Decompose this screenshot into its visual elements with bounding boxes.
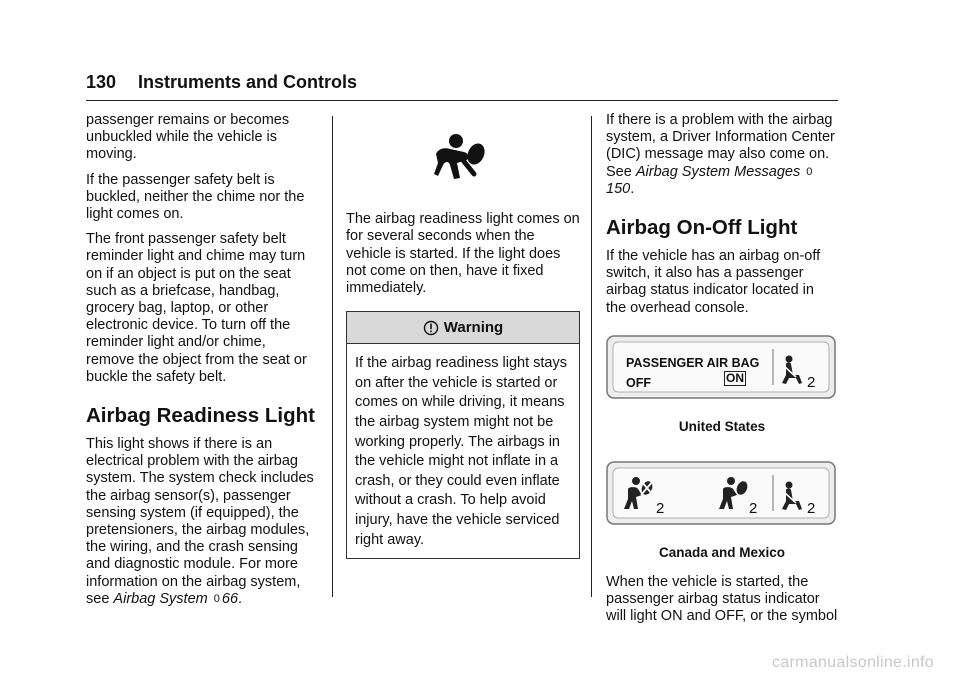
section-heading: Airbag Readiness Light <box>86 404 315 428</box>
paragraph-text: If there is a problem with the airbag system, a Driver Information Center (DIC) message may also come on. See <box>606 112 835 180</box>
off-label: OFF <box>626 376 651 391</box>
column-1 <box>86 112 318 616</box>
paragraph <box>86 436 318 608</box>
column-divider <box>332 116 333 597</box>
canada-mexico-status-indicator-panel <box>606 461 838 530</box>
paragraph: The front passenger safety belt reminder light and chime may turn on if an object is put on the seat such as a briefcase, handbag, grocery bag, laptop, or other electronic device. To turn off the reminder light and/or chime, remove the object from the seat or buckle the safety belt. <box>86 231 307 385</box>
passenger-air-bag-label: PASSENGER AIR BAG <box>626 356 760 371</box>
warning-text: If the airbag readiness light stays on after the vehicle is started or comes on while driving, it means the airbag system might not be working properly. The airbags in the vehicle might not inflate in a crash, or they could even inflate without a crash. To help avoid injury, have the vehicle serviced right away. <box>355 355 567 548</box>
section-title: Instruments and Controls <box>138 72 358 92</box>
page-reference[interactable]: 150 <box>606 180 631 197</box>
paragraph: passenger remains or becomes unbuckled while the vehicle is moving. <box>86 112 290 163</box>
seat-number: 2 <box>807 500 816 518</box>
column-2 <box>346 112 580 559</box>
us-status-indicator-panel <box>606 335 838 404</box>
page-header <box>86 70 838 101</box>
page-number: 130 <box>86 72 117 92</box>
figure-caption: Canada and Mexico <box>658 545 786 561</box>
seat-number: 2 <box>807 374 816 392</box>
paragraph-text: This light shows if there is an electrical problem with the airbag system. The system check includes the airbag sensor(s), passenger sensing system (if equipped), the pretensioners, the airbag modules, the wiring, and the crash sensing and diagnostic module. For more information on the airbag system, see <box>86 436 314 607</box>
section-heading: Airbag On-Off Light <box>606 216 798 240</box>
seat-number: 2 <box>749 500 758 518</box>
cross-reference-link[interactable]: Airbag System Messages <box>635 163 801 180</box>
page-ref-icon: 0 <box>213 592 220 605</box>
figure-caption: United States <box>678 419 766 435</box>
watermark: carmanualsonline.info <box>772 654 934 671</box>
paragraph: If the vehicle has an airbag on-off switch, it also has a passenger airbag status indicator located in the overhead console. <box>606 248 821 316</box>
page-reference[interactable]: 66 <box>221 590 239 607</box>
paragraph: If the passenger safety belt is buckled, neither the chime nor the light comes on. <box>86 171 305 223</box>
paragraph: The airbag readiness light comes on for several seconds when the vehicle is started. If the light does not come on then, have it fixed immediately. <box>346 211 580 297</box>
column-divider <box>591 116 592 597</box>
airbag-readiness-icon <box>346 132 580 187</box>
column-3 <box>606 112 838 633</box>
on-label: ON <box>726 371 744 386</box>
warning-triangle-icon <box>423 320 439 336</box>
page-ref-icon: 0 <box>806 165 813 178</box>
paragraph <box>606 112 838 198</box>
warning-title: Warning <box>443 319 504 337</box>
punctuation: . <box>630 180 635 197</box>
cross-reference-link[interactable]: Airbag System <box>113 590 208 607</box>
seat-number: 2 <box>656 500 665 518</box>
punctuation: . <box>238 590 243 607</box>
paragraph: When the vehicle is started, the passenger airbag status indicator will light ON and OFF, or the symbol <box>606 573 838 625</box>
warning-box <box>346 311 580 559</box>
warning-header <box>347 312 579 344</box>
